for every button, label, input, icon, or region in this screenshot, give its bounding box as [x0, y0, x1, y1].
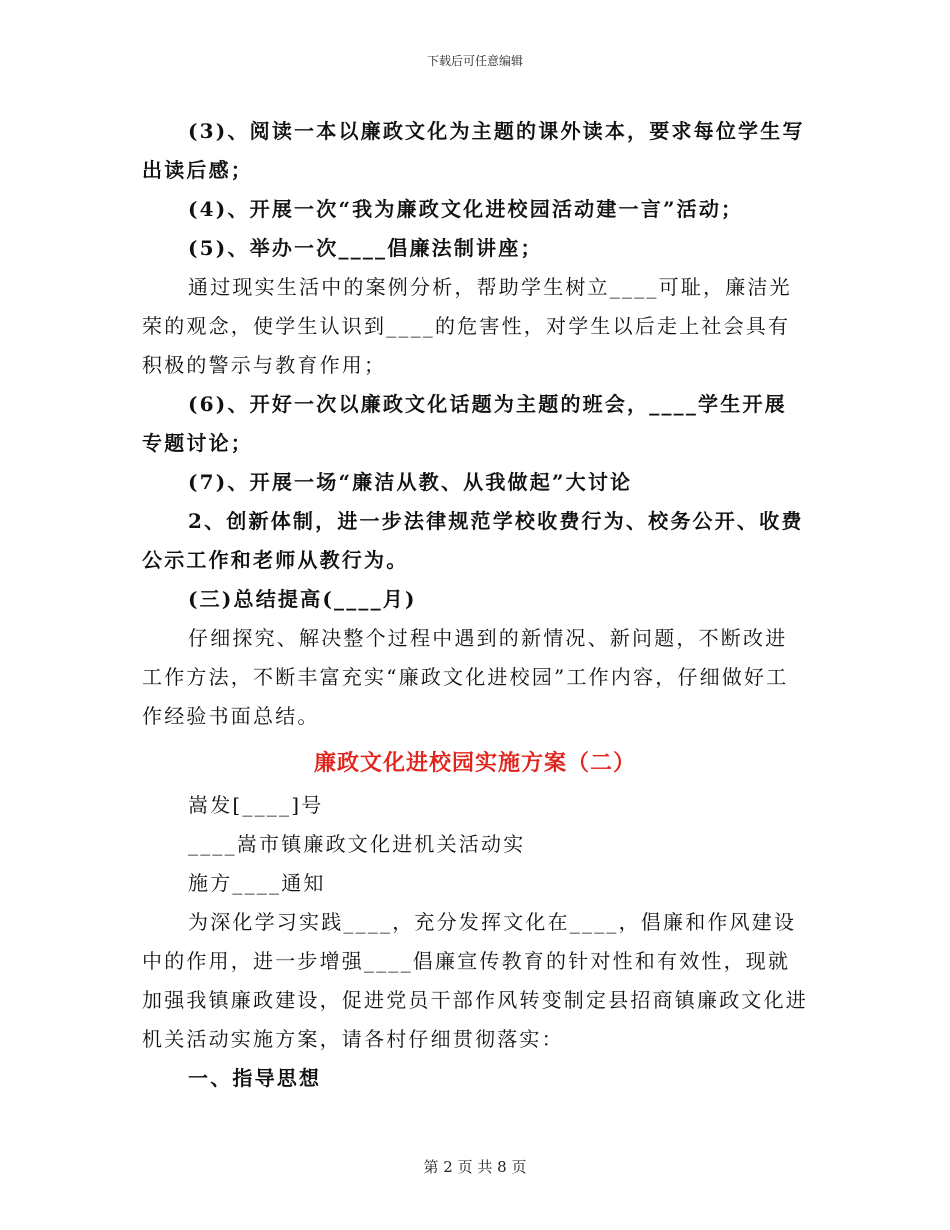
notice-title-line-1: ____嵩市镇廉政文化进机关活动实 — [188, 832, 526, 856]
page-footer: 第 2 页 共 8 页 — [423, 1158, 527, 1176]
paragraph-case-analysis: 通过现实生活中的案例分析，帮助学生树立____可耻，廉洁光荣的观念，使学生认识到____的危害性，对学生以后走上社会具有积极的警示与教育作用； — [142, 275, 792, 377]
page-header: 下载后可任意编辑 — [426, 54, 523, 68]
section-heading-guiding-ideology: 一、指导思想 — [188, 1066, 322, 1090]
paragraph-intro: 为深化学习实践____，充分发挥文化在____，倡廉和作风建设中的作用，进一步增强____倡廉宣传教育的针对性和有效性，现就加强我镇廉政建设，促进党员干部作风转变制定县招商镇廉政文化进机关活动实施方案，请各村仔细贯彻落实： — [142, 910, 808, 1051]
paragraph-item-3: (3)、阅读一本以廉政文化为主题的课外读本，要求每位学生写出读后感； — [142, 119, 805, 182]
section-heading-summary: (三)总结提高(____月) — [188, 587, 417, 611]
paragraph-summary: 仔细探究、解决整个过程中遇到的新情况、新问题，不断改进工作方法，不断丰富充实“廉政文化进校园”工作内容，仔细做好工作经验书面总结。 — [142, 626, 789, 728]
paragraph-item-7: (7)、开展一场“廉洁从教、从我做起”大讨论 — [188, 470, 633, 494]
paragraph-item-4: (4)、开展一次“我为廉政文化进校园活动建一言”活动； — [188, 197, 744, 221]
paragraph-item-5: (5)、举办一次____倡廉法制讲座； — [188, 236, 543, 260]
document-title: 廉政文化进校园实施方案（二） — [313, 750, 636, 776]
document-number: 嵩发[____]号 — [188, 793, 324, 817]
document-body — [142, 112, 808, 1098]
paragraph-innovation: 2、创新体制，进一步法律规范学校收费行为、校务公开、收费公示工作和老师从教行为。 — [142, 509, 804, 572]
notice-title-line-2: 施方____通知 — [188, 871, 326, 895]
paragraph-item-6: (6)、开好一次以廉政文化话题为主题的班会，____学生开展专题讨论； — [142, 392, 787, 455]
